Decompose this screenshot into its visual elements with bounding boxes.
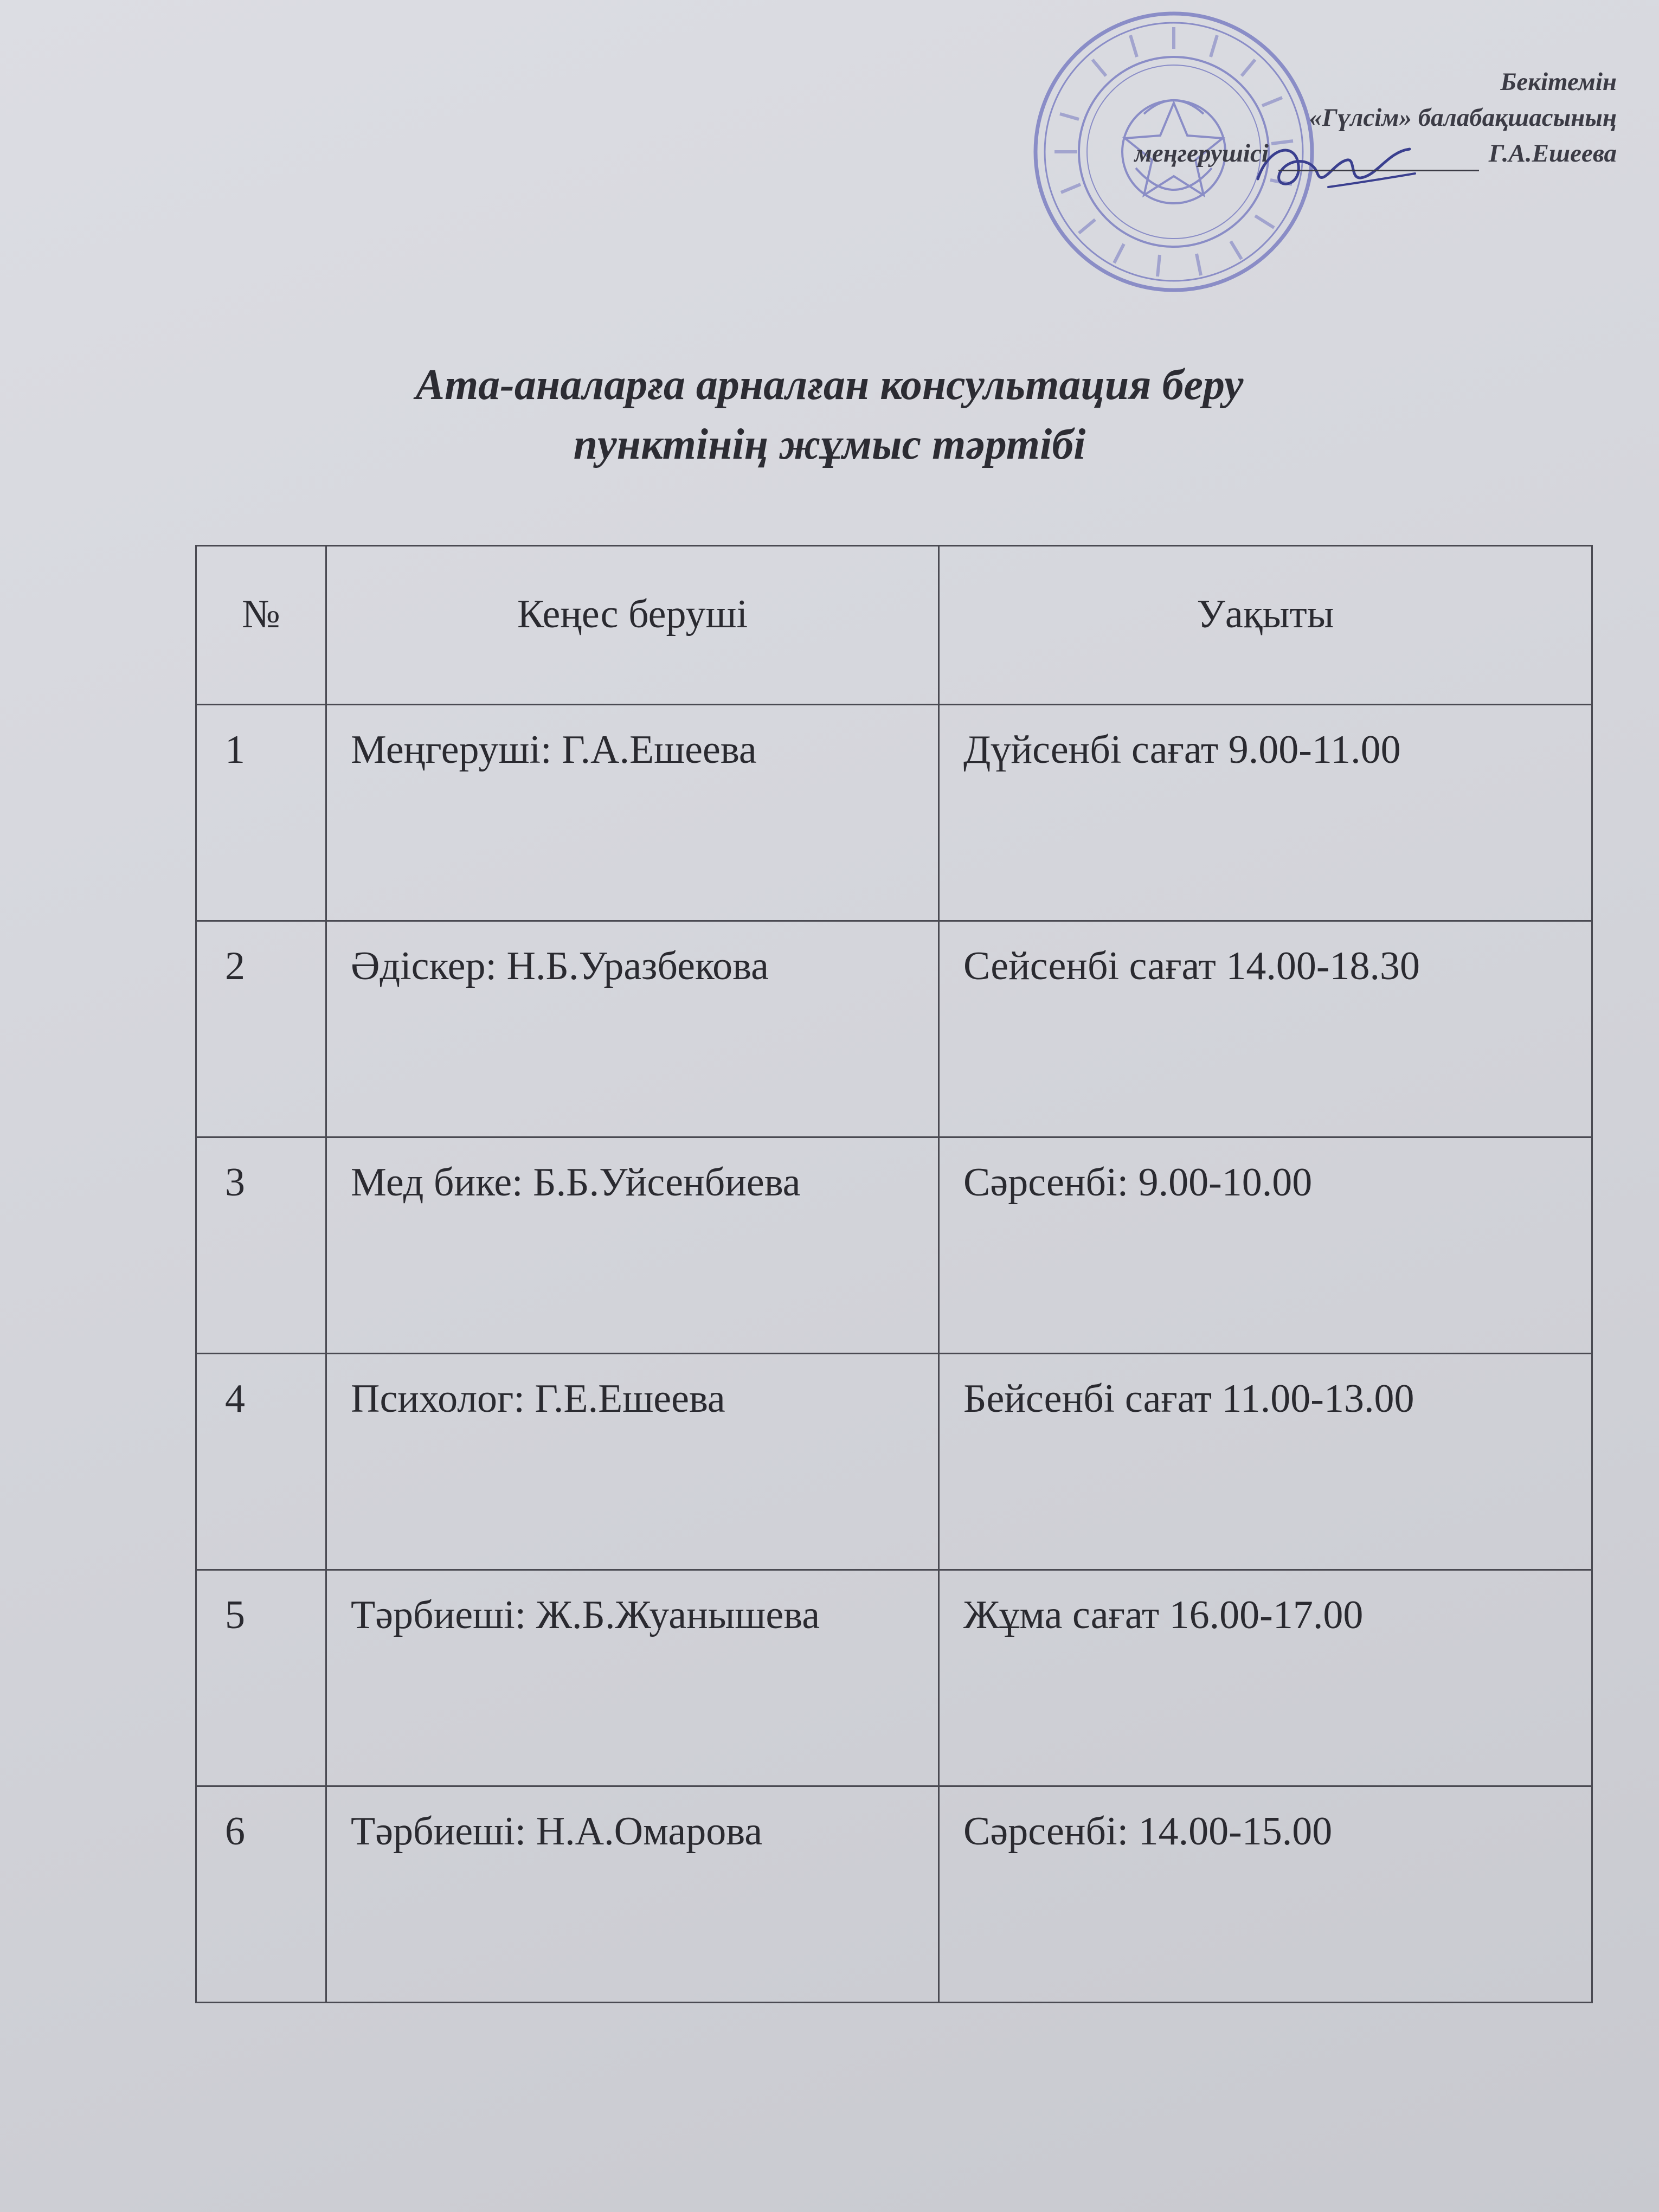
institution-line: «Гүлсім» балабақшасының	[1309, 104, 1617, 132]
table-row	[196, 921, 1592, 1137]
row-number: 5	[196, 1570, 326, 1786]
row-time: Жұма сағат 16.00-17.00	[939, 1570, 1592, 1786]
row-consultant: Тәрбиеші: Н.А.Омарова	[326, 1786, 939, 2003]
role-label: меңгерушісі	[1134, 139, 1269, 168]
row-time: Бейсенбі сағат 11.00-13.00	[939, 1354, 1592, 1570]
row-time: Сәрсенбі: 14.00-15.00	[939, 1786, 1592, 2003]
document-title	[0, 355, 1659, 474]
table-row	[196, 1786, 1592, 2003]
row-consultant: Мед бике: Б.Б.Уйсенбиева	[326, 1137, 939, 1354]
signer-name: Г.А.Ешеева	[1488, 139, 1617, 168]
row-consultant: Тәрбиеші: Ж.Б.Жуанышева	[326, 1570, 939, 1786]
table-row	[196, 1570, 1592, 1786]
row-time: Сейсенбі сағат 14.00-18.30	[939, 921, 1592, 1137]
signature-blank	[1278, 148, 1479, 171]
approval-signature-line	[966, 136, 1617, 171]
row-number: 2	[196, 921, 326, 1137]
approval-block	[966, 64, 1617, 171]
title-line-1: Ата-аналарға арналған консультация беру	[415, 361, 1244, 409]
table-row	[196, 1137, 1592, 1354]
table-row	[196, 705, 1592, 921]
row-time: Дүйсенбі сағат 9.00-11.00	[939, 705, 1592, 921]
row-number: 1	[196, 705, 326, 921]
row-time: Сәрсенбі: 9.00-10.00	[939, 1137, 1592, 1354]
table-row	[196, 1354, 1592, 1570]
row-consultant: Психолог: Г.Е.Ешеева	[326, 1354, 939, 1570]
row-number: 3	[196, 1137, 326, 1354]
header-consultant: Кеңес беруші	[326, 546, 939, 705]
row-consultant: Әдіскер: Н.Б.Уразбекова	[326, 921, 939, 1137]
header-time: Уақыты	[939, 546, 1592, 705]
approval-label: Бекітемін	[1500, 68, 1617, 96]
header-number: №	[196, 546, 326, 705]
table-header-row	[196, 546, 1592, 705]
row-number: 6	[196, 1786, 326, 2003]
row-number: 4	[196, 1354, 326, 1570]
row-consultant: Меңгеруші: Г.А.Ешеева	[326, 705, 939, 921]
consultation-schedule-table	[195, 545, 1593, 2003]
title-line-2: пунктінің жұмыс тәртібі	[573, 421, 1086, 468]
